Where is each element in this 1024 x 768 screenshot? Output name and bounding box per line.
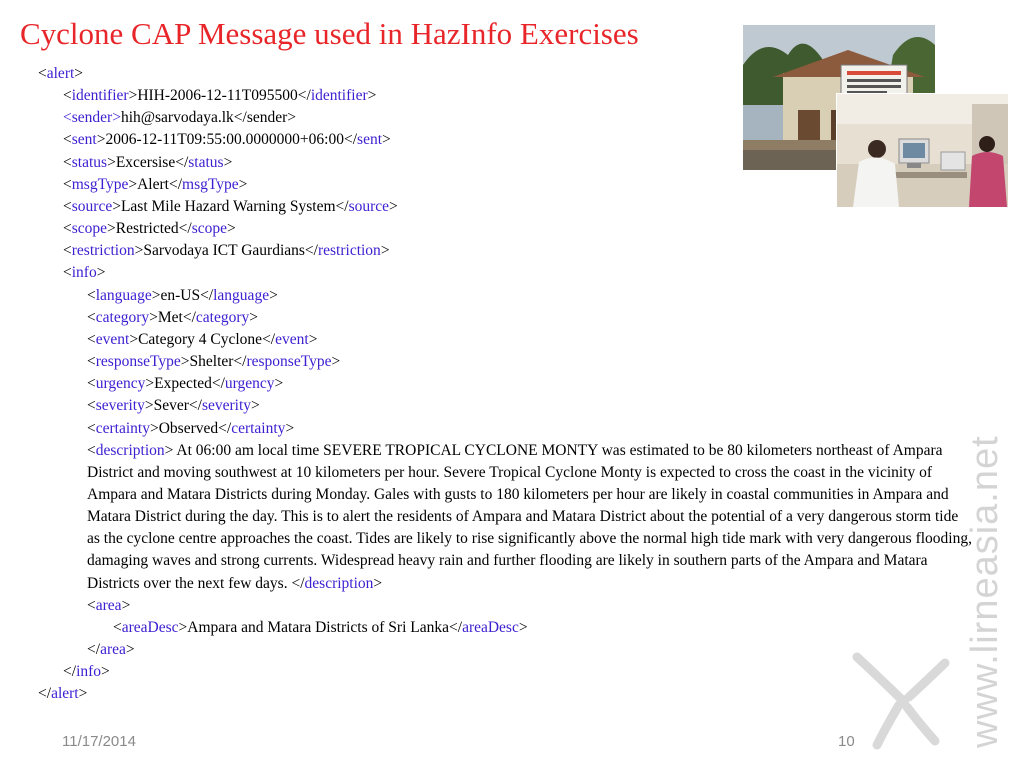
- xml-line-areadesc: <areaDesc>Ampara and Matara Districts of Sri Lanka</areaDesc>: [113, 618, 528, 636]
- xml-line-certainty: <certainty>Observed</certainty>: [87, 419, 295, 437]
- slide-date: 11/17/2014: [62, 733, 136, 750]
- xml-line-event: <event>Category 4 Cyclone</event>: [87, 330, 318, 348]
- xml-line-alert-close: </alert>: [38, 685, 88, 703]
- slide-page-number: 10: [838, 733, 855, 750]
- xml-line-info-open: <info>: [63, 264, 106, 282]
- watermark-url: www.lirneasia.net: [964, 435, 1006, 748]
- xml-line-sender: <sender>hih@sarvodaya.lk</sender>: [63, 109, 297, 127]
- xml-line-restriction: <restriction>Sarvodaya ICT Gaurdians</restriction>: [63, 242, 390, 260]
- xml-line-severity: <severity>Sever</severity>: [87, 397, 260, 415]
- xml-line-identifier: <identifier>HIH-2006-12-11T095500</identifier>: [63, 87, 377, 105]
- xml-line-description: <description> At 06:00 am local time SEVERE TROPICAL CYCLONE MONTY was estimated to be 80 kilometers northeast of Ampara District and moving southwest at 10 kilometers per hour. Severe Tropical Cyclone Monty is expected to cross the coast in the vicinity of Ampara and Matara Districts during Monday. Gales with gusts to 180 kilometers per hour are likely in coastal communities in Ampara and Matara District during the day. This is to alert the residents of Ampara and Matara District about the potential of a very dangerous storm tide as the cyclone centre approaches the coast. Tides are likely to rise significantly above the normal high tide mark with very dangerous flooding, damaging waves and strong currents. Widespread heavy rain and further flooding are likely in southern parts of the Ampara and Matara Districts over the next few days. </description>: [87, 441, 972, 592]
- xml-line-responsetype: <responseType>Shelter</responseType>: [87, 353, 341, 371]
- xml-line-status: <status>Excersise</status>: [63, 153, 233, 171]
- cap-xml-message: [38, 63, 973, 706]
- lirneasia-logo-icon: [847, 645, 957, 755]
- xml-line-scope: <scope>Restricted</scope>: [63, 220, 236, 238]
- xml-line-area-close: </area>: [87, 641, 135, 659]
- xml-line-msgtype: <msgType>Alert</msgType>: [63, 175, 248, 193]
- xml-line-category: <category>Met</category>: [87, 308, 258, 326]
- xml-line-info-close: </info>: [63, 663, 110, 681]
- xml-line-sent: <sent>2006-12-11T09:55:00.0000000+06:00</sent>: [63, 131, 391, 149]
- xml-line-alert-open: <alert>: [38, 65, 84, 82]
- xml-line-area-open: <area>: [87, 596, 131, 614]
- xml-line-source: <source>Last Mile Hazard Warning System</source>: [63, 197, 398, 215]
- slide-title: Cyclone CAP Message used in HazInfo Exercises: [20, 16, 639, 51]
- xml-line-urgency: <urgency>Expected</urgency>: [87, 375, 284, 393]
- xml-line-language: <language>en-US</language>: [87, 286, 278, 304]
